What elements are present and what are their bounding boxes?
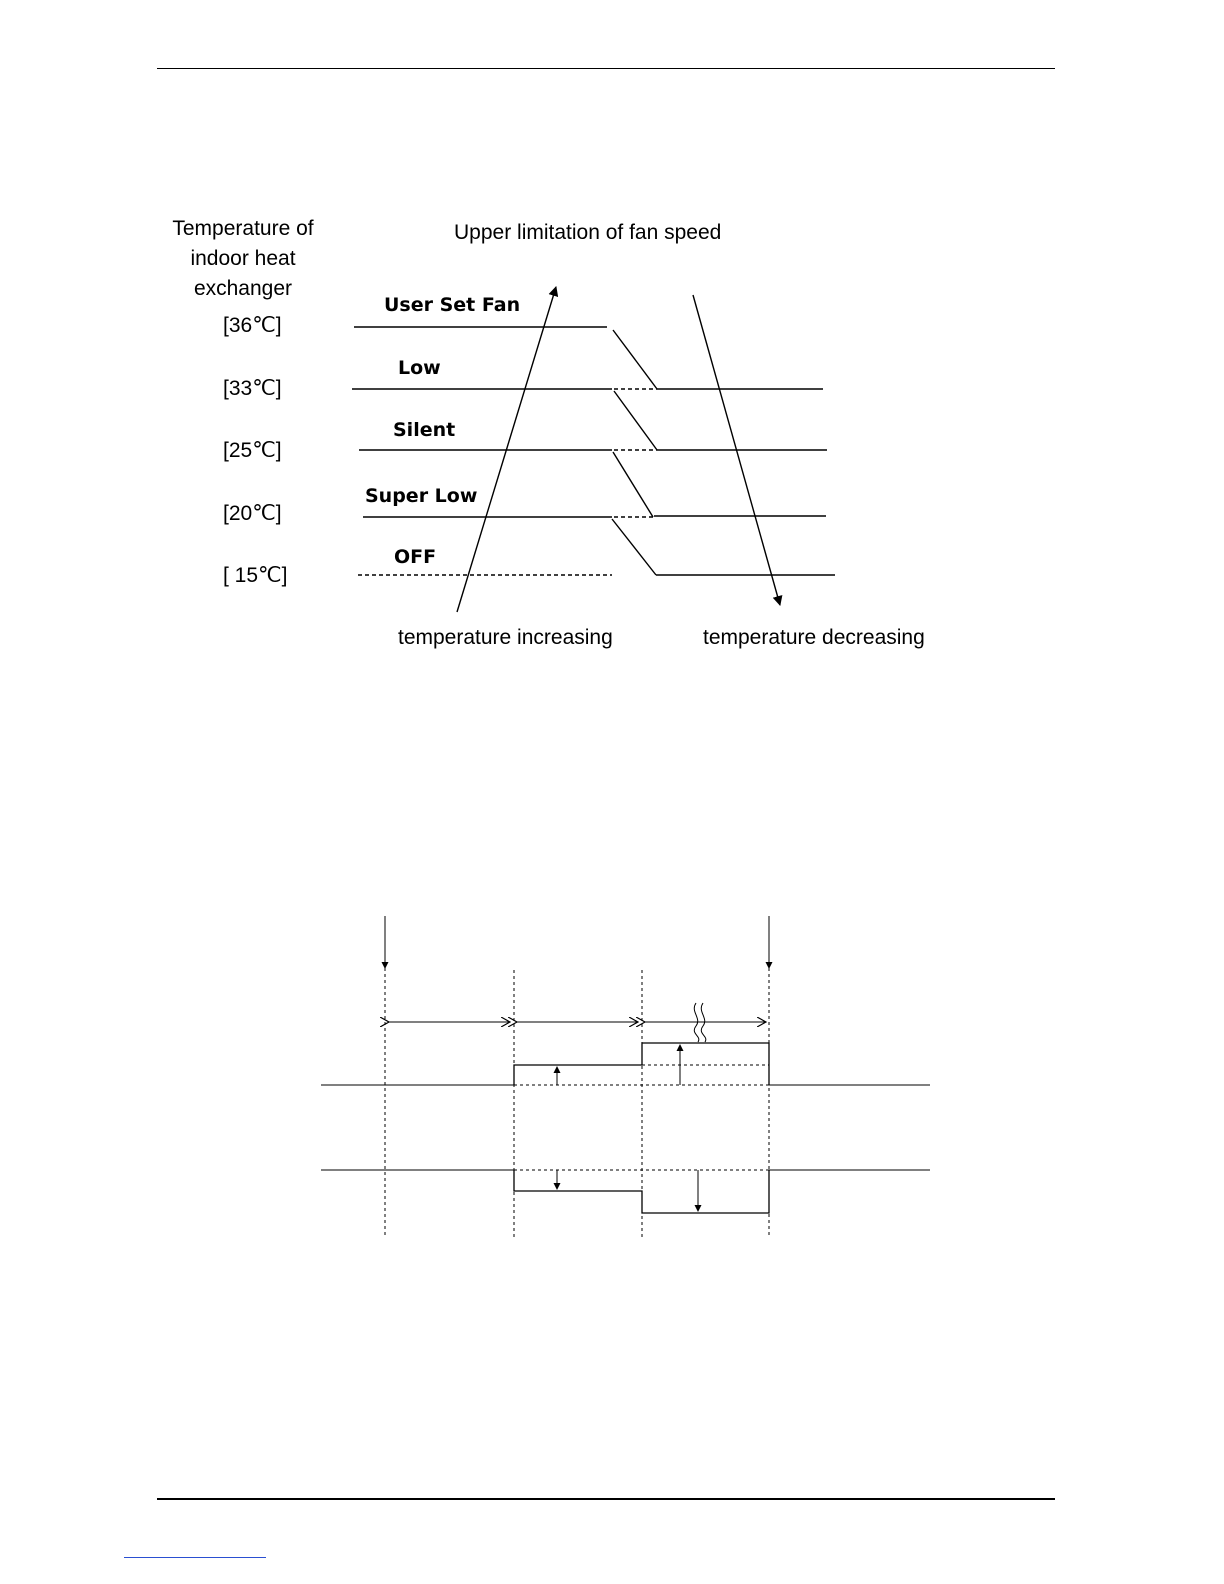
temperature-increasing-label: temperature increasing: [398, 626, 613, 649]
temp-label-36: [36℃]: [223, 314, 282, 337]
level-super-low: Super Low: [365, 485, 478, 507]
temp-label-33: [33℃]: [223, 377, 282, 400]
transition-1: [613, 330, 657, 389]
upper-limit-title: Upper limitation of fan speed: [454, 221, 722, 244]
footer-rule: [157, 1498, 1055, 1500]
temperature-decreasing-label: temperature decreasing: [703, 626, 925, 649]
transition-3: [613, 452, 653, 517]
temp-label-20: [20℃]: [223, 502, 282, 525]
level-user-set-fan: User Set Fan: [384, 294, 521, 316]
level-off: OFF: [394, 546, 437, 568]
axis-title-line-3: exchanger: [193, 277, 293, 300]
footer-link-underline[interactable]: [124, 1557, 266, 1558]
level-silent: Silent: [393, 419, 456, 441]
transition-2: [614, 391, 657, 450]
axis-title-line-2: indoor heat: [190, 247, 296, 270]
temp-label-15: [ 15℃]: [223, 564, 288, 587]
transition-4: [612, 519, 656, 575]
temp-label-25: [25℃]: [223, 439, 282, 462]
axis-title-line-1: Temperature of: [172, 217, 314, 240]
level-low: Low: [398, 357, 441, 379]
